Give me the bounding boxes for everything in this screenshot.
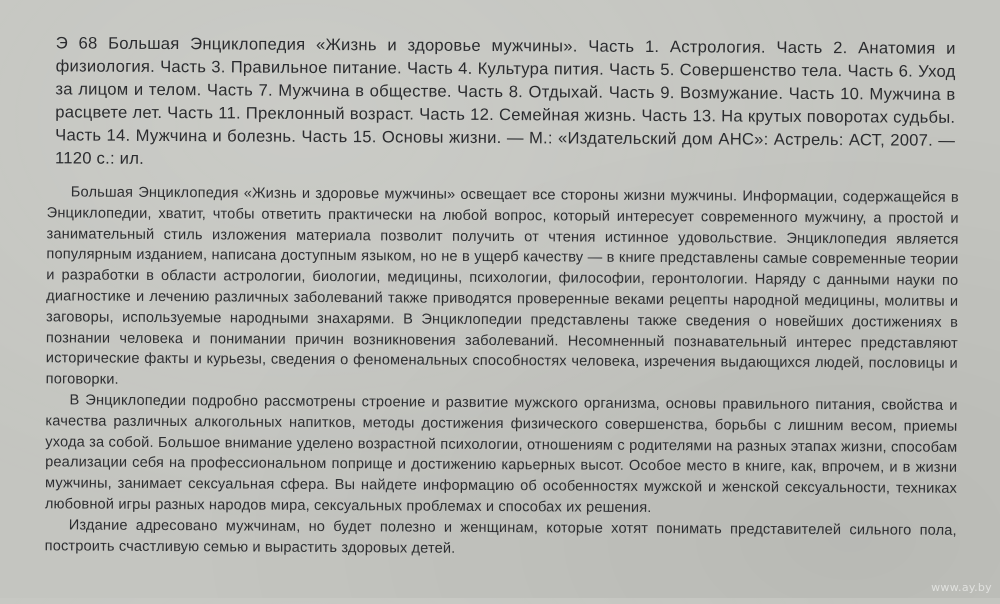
description-paragraph-1: Большая Энциклопедия «Жизнь и здоровье мужчины» освещает все стороны жизни мужчины. Информации, содержащейся в Энциклопедии, хватит, чтобы ответить практически на любой вопрос, который интересует современного мужчину, а простой и занимательный стиль изложения материала позволит получить от чтения истинное удовольствие. Энциклопедия является популярным изданием, написана доступным языком, но не в ущерб качеству — в книге представлены самые современные теории и разработки в области астрологии, биологии, медицины, психологии, философии, геронтологии. Наряду с данными науки по диагностике и лечению различных заболеваний также приводятся проверенные веками рецепты народной медицины, молитвы и заговоры, используемые народными знахарями. В Энциклопедии представлены также сведения о новейших достижениях в познании человека и понимании причин возникновения заболеваний. Несомненный познавательный интерес представляют исторические факты и курьезы, сведения о феноменальных способностях человека, изречения выдающихся людей, пословицы и поговорки. (45, 184, 959, 388)
book-description (45, 182, 959, 562)
description-paragraph-3: Издание адресовано мужчинам, но будет полезно и женщинам, которые хотят понимать представителей сильного пола, построить счастливую семью и вырастить здоровых детей. (44, 517, 957, 557)
bibliographic-entry: Э 68 Большая Энциклопедия «Жизнь и здоровье мужчины». Часть 1. Астрология. Часть 2. Анатомия и физиология. Часть 3. Правильное питание. Часть 4. Культура пития. Часть 5. Совершенство тела. Часть 6. Уход за лицом и телом. Часть 7. Мужчина в обществе. Часть 8. Отдыхай. Часть 9. Возмужание. Часть 10. Мужчина в расцвете лет. Часть 11. Преклонный возраст. Часть 12. Семейная жизнь. Часть 13. На крутых поворотах судьбы. Часть 14. Мужчина и болезнь. Часть 15. Основы жизни. — М.: «Издательский дом АНС»: Астрель: АСТ, 2007. — 1120 с.: ил. (54, 33, 956, 168)
description-paragraph-2: В Энциклопедии подробно рассмотрены строение и развитие мужского организма, основы правильного питания, свойства и качества различных алкогольных напитков, методы достижения физического совершенства, борьбы с лишним весом, приемы ухода за собой. Большое внимание уделено возрастной психологии, отношениям с родителями на разных этапах жизни, способам реализации себя на профессиональном поприще и достижению карьерных высот. Особое место в книге, как, впрочем, и в жизни мужчины, занимает сексуальная сфера. Вы найдете информацию об особенностях мужской и женской сексуальности, техниках любовной игры разных народов мира, сексуальных проблемах и способах их решения. (44, 392, 958, 516)
site-watermark: www.ay.by (931, 581, 992, 594)
